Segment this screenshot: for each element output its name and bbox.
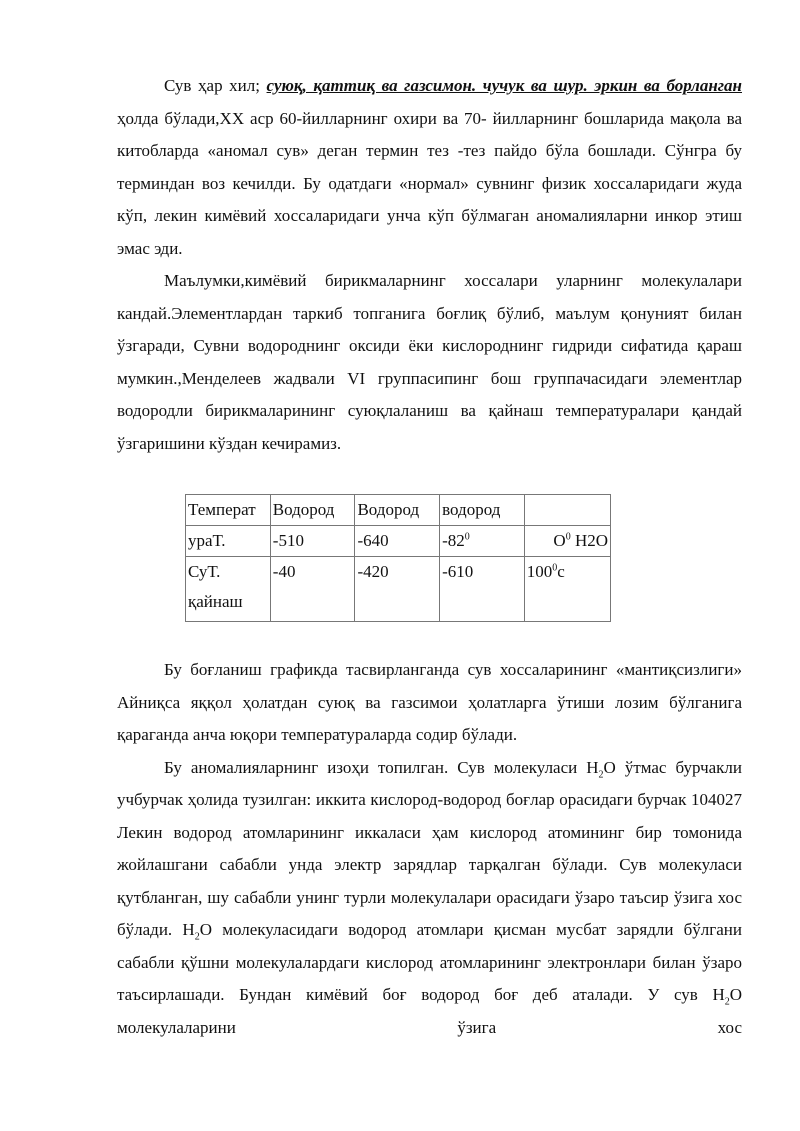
table-cell: -420	[355, 557, 440, 622]
table-cell	[524, 557, 610, 622]
table-cell: -610	[440, 557, 525, 622]
table-cell	[524, 495, 610, 526]
emphasized-phrase: суюқ, қаттиқ ва газсимон. чучук ва шур. эркин ва борланган	[266, 76, 742, 95]
table-row	[186, 557, 611, 622]
paragraph-water-states	[117, 70, 742, 265]
paragraph-text: Сув ҳар хил;	[164, 76, 267, 95]
paragraph-text: Бу аномалияларнинг изоҳи топилган. Сув молекуласи H	[164, 757, 599, 777]
cell-value: қайнаш	[188, 592, 243, 611]
paragraph-text: O молекулаларини ўзига хос	[117, 985, 742, 1037]
table-cell: -510	[270, 526, 355, 557]
paragraph-anomalies	[117, 752, 742, 1045]
table-row	[186, 495, 611, 526]
cell-value: -82	[442, 531, 465, 550]
subscript: 2	[194, 931, 200, 943]
table-cell: Водород	[355, 495, 440, 526]
temperature-table-wrapper	[185, 494, 742, 622]
subscript: 2	[598, 768, 604, 780]
table-cell: -640	[355, 526, 440, 557]
table-cell: ураТ.	[186, 526, 271, 557]
table-cell: Водород	[270, 495, 355, 526]
subscript: 2	[724, 996, 730, 1008]
cell-value: c	[557, 562, 565, 581]
cell-value: СуТ.	[188, 562, 221, 581]
table-cell	[440, 526, 525, 557]
paragraph-graph: Бу боғланиш графикда тасвирланганда сув хоссаларининг «мантиқсизлиги» Айниқса яққол ҳолатдан суюқ ва газсимои ҳолатларга ўтиши лозим бўлганига қараганда анча юқори температураларда содир бўлади.	[117, 660, 742, 744]
temperature-table	[185, 494, 611, 622]
table-row	[186, 526, 611, 557]
table-cell: водород	[440, 495, 525, 526]
document-page	[117, 70, 742, 1044]
paragraph-text: O ўтмас бурчакли учбурчак ҳолида тузилган: иккита кислород-водород боғлар орасидаги бурчак 104027 Лекин водород атомларининг иккаласи ҳам кислород атомининг бир томонида жойлашгани сабабли унда электр зарядлар тарқалган бўлади. Сув молекуласи қутбланган, шу сабабли унинг турли молекулалари орасидаги ўзаро таъсир ўзига хос бўлади. H	[117, 757, 742, 939]
table-cell	[524, 526, 610, 557]
paragraph-text: O молекуласидаги водород атомлари қисман мусбат зарядли бўлгани сабабли қўшни молекулалардаги кислород атомларининг электронлари билан ўзаро таъсирлашади. Бундан кимёвий боғ водород боғ деб аталади. У сув H	[117, 920, 743, 1004]
paragraph-compounds: Маълумки,кимёвий бирикмаларнинг хоссалари уларнинг молекулалари кандай.Элементлардан таркиб топганига боғлиқ бўлиб, маълум қонуният билан ўзгаради, Сувни водороднинг оксиди ёки кислороднинг гидриди сифатида қараш мумкин.,Менделеев жадвали VI группасипинг бош группачасидаги элементлар водородли бирикмаларининг суюқлаланиш ва қайнаш температуралари қандай ўзгаришини кўздан кечирамиз.	[117, 271, 742, 453]
cell-value: H2O	[570, 531, 608, 550]
paragraph-text: ҳолда бўлади,XX аср 60-йилларнинг охири ва 70- йилларнинг бошларида мақола ва китобларда «аномал сув» деган термин тез -тез пайдо бўла бошлади. Сўнгра бу терминдан воз кечилди. Бу одатдаги «нормал» сувнинг физик хоссаларидаги жуда кўп, лекин кимёвий хоссаларидаги унча кўп бўлмаган аномалияларни инкор этиш эмас эди.	[117, 108, 742, 258]
superscript: 0	[552, 562, 558, 574]
table-cell: Температ	[186, 495, 271, 526]
cell-value: 100	[526, 562, 553, 581]
table-cell	[186, 557, 271, 622]
table-cell: -40	[270, 557, 355, 622]
superscript: 0	[464, 531, 470, 543]
superscript: 0	[565, 531, 571, 543]
cell-value: O	[553, 531, 566, 550]
